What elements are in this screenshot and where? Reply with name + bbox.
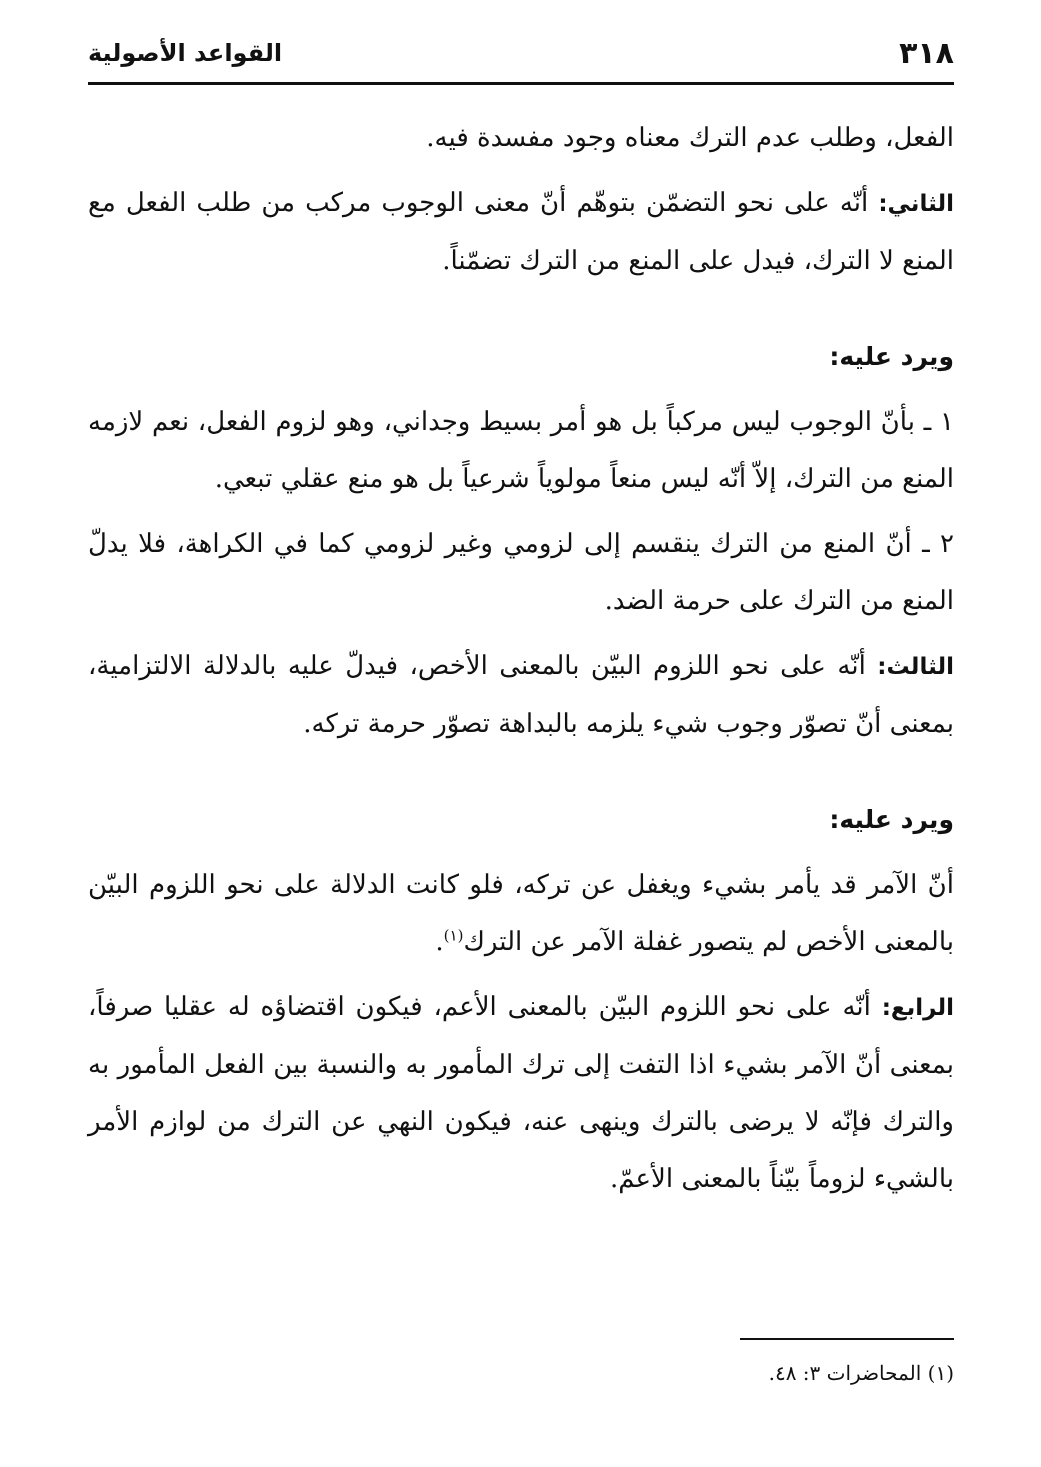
- paragraph-second-opinion: [88, 175, 954, 290]
- paragraph-lead: الثالث:: [877, 654, 954, 680]
- paragraph-lead: الثاني:: [878, 191, 954, 217]
- paragraph-end: .: [435, 927, 444, 957]
- paragraph-lead: الرابع:: [881, 995, 954, 1021]
- page-header: [88, 30, 954, 85]
- section-heading: [88, 328, 954, 386]
- running-title: القواعد الأصولية: [88, 39, 283, 67]
- footnote: (١) المحاضرات ٣: ٤٨.: [768, 1361, 954, 1385]
- paragraph-text: أنّ الآمر قد يأمر بشيء ويغفل عن تركه، فلو كانت الدلالة على نحو اللزوم البيّن بالمعنى الأخص لم يتصور غفلة الآمر عن الترك: [88, 870, 954, 957]
- paragraph-text: أنّه على نحو اللزوم البيّن بالمعنى الأعم، فيكون اقتضاؤه له عقليا صرفاً، بمعنى أنّ الآمر بشيء اذا التفت إلى ترك المأمور به والنسبة بين الفعل المأمور به والترك فإنّه لا يرضى بالترك وينهى عنه، فيكون النهي عن الترك من لوازم الأمر بالشيء لزوماً بيّناً بالمعنى الأعمّ.: [88, 992, 954, 1194]
- body-text: [88, 110, 954, 1216]
- section-heading: [88, 791, 954, 849]
- paragraph-fourth-opinion: [88, 979, 954, 1208]
- paragraph-third-opinion: [88, 638, 954, 753]
- paragraph-with-footnote: [88, 857, 954, 971]
- section-heading-text: ويرد عليه:: [829, 805, 954, 834]
- footnote-reference[interactable]: (١): [443, 926, 464, 945]
- paragraph: ١ ـ بأنّ الوجوب ليس مركباً بل هو أمر بسيط وجداني، وهو لزوم الفعل، نعم لازمه المنع من الترك، إلاّ أنّه ليس منعاً مولوياً شرعياً بل هو منع عقلي تبعي.: [88, 407, 954, 494]
- paragraph-text: أنّه على نحو التضمّن بتوهّم أنّ معنى الوجوب مركب من طلب الفعل مع المنع لا الترك، فيدل على المنع من الترك تضمّناً.: [88, 188, 954, 276]
- section-heading-text: ويرد عليه:: [829, 342, 954, 371]
- page-number: ٣١٨: [899, 35, 954, 71]
- paragraph: ٢ ـ أنّ المنع من الترك ينقسم إلى لزومي وغير لزومي كما في الكراهة، فلا يدلّ المنع من الترك على حرمة الضد.: [88, 529, 954, 616]
- paragraph-text: أنّه على نحو اللزوم البيّن بالمعنى الأخص، فيدلّ عليه بالدلالة الالتزامية، بمعنى أنّ تصوّر وجوب شيء يلزمه بالبداهة تصوّر حرمة تركه.: [88, 651, 954, 739]
- footnote-separator: [740, 1338, 954, 1340]
- paragraph: الفعل، وطلب عدم الترك معناه وجود مفسدة فيه.: [426, 123, 954, 153]
